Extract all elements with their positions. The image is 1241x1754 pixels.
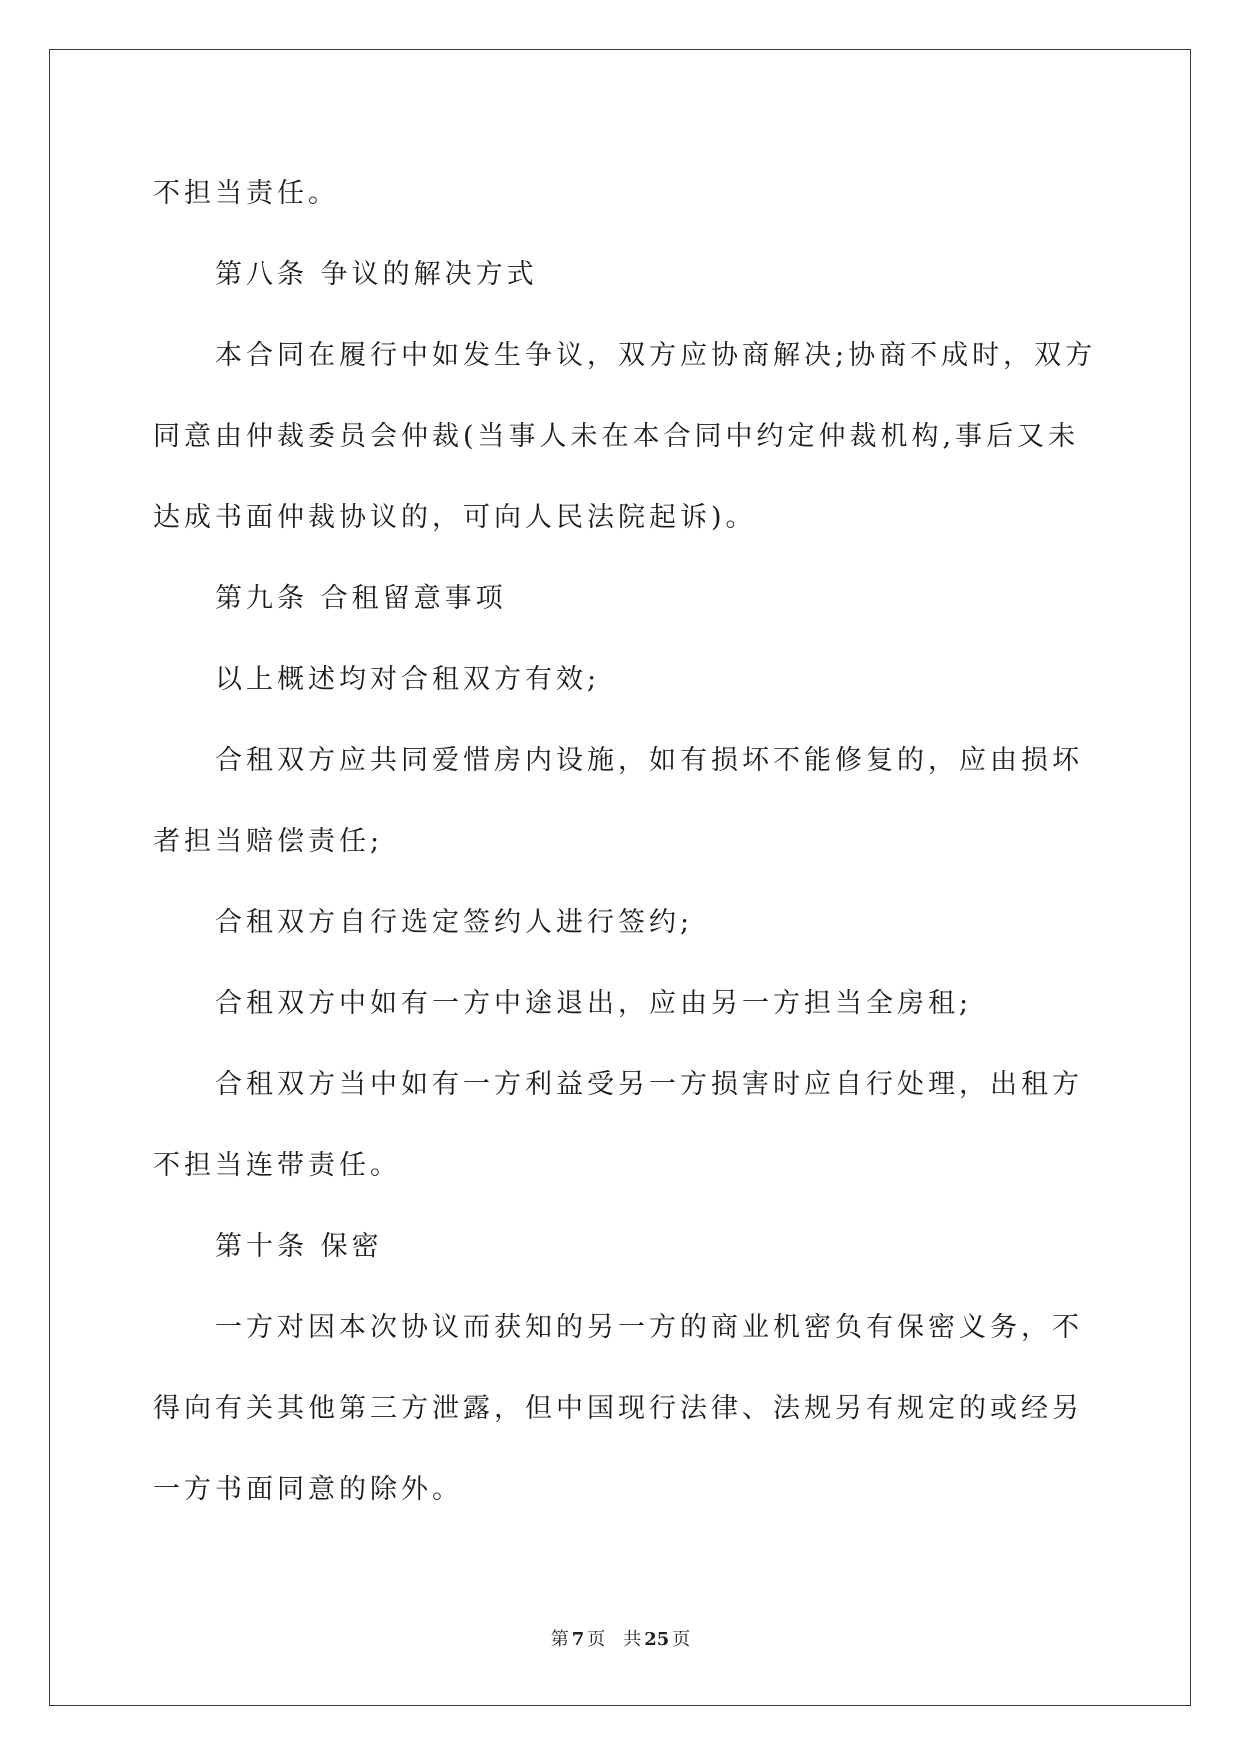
text-line: 不担当连带责任。 (153, 1150, 401, 1181)
total-suffix: 页 (672, 1629, 691, 1650)
page-number: 7 (571, 1629, 585, 1650)
article-heading (153, 558, 1093, 639)
text-line: 合租双方中如有一方中途退出，应由另一方担当全房租; (215, 988, 973, 1019)
text-line: 本合同在履行中如发生争议，双方应协商解决;协商不成时，双方 (215, 340, 1097, 371)
text-line: 一方书面同意的除外。 (153, 1474, 463, 1505)
paragraph (153, 963, 1093, 1044)
text-line: 达成书面仲裁协议的，可向人民法院起诉)。 (153, 502, 757, 533)
text-line: 同意由仲裁委员会仲裁(当事人未在本合同中约定仲裁机构,事后又未 (153, 421, 1080, 452)
paragraph (153, 1044, 1093, 1206)
text-line: 不担当责任。 (153, 178, 339, 209)
article-heading (153, 234, 1093, 315)
article-heading (153, 1206, 1093, 1287)
paragraph (153, 153, 1093, 234)
paragraph (153, 882, 1093, 963)
page-suffix: 页 (587, 1629, 606, 1650)
document-body (153, 153, 1097, 1530)
heading-line: 第八条 争议的解决方式 (215, 259, 538, 290)
text-line: 一方对因本次协议而获知的另一方的商业机密负有保密义务，不 (215, 1312, 1083, 1343)
heading-line: 第十条 保密 (215, 1231, 383, 1262)
text-line: 合租双方自行选定签约人进行签约; (215, 907, 694, 938)
page-prefix: 第 (550, 1629, 569, 1650)
total-pages: 25 (644, 1629, 670, 1650)
text-line: 合租双方当中如有一方利益受另一方损害时应自行处理，出租方 (215, 1069, 1083, 1100)
paragraph (153, 315, 1097, 558)
text-line: 得向有关其他第三方泄露，但中国现行法律、法规另有规定的或经另 (153, 1393, 1083, 1424)
text-line: 合租双方应共同爱惜房内设施，如有损坏不能修复的，应由损坏 (215, 745, 1083, 776)
text-line: 者担当赔偿责任; (153, 826, 384, 857)
paragraph (153, 720, 1093, 882)
paragraph (153, 639, 1093, 720)
total-prefix: 共 (623, 1629, 642, 1650)
text-line: 以上概述均对合租双方有效; (215, 664, 601, 695)
page-footer (0, 1627, 1241, 1653)
heading-line: 第九条 合租留意事项 (215, 583, 507, 614)
paragraph (153, 1287, 1093, 1530)
